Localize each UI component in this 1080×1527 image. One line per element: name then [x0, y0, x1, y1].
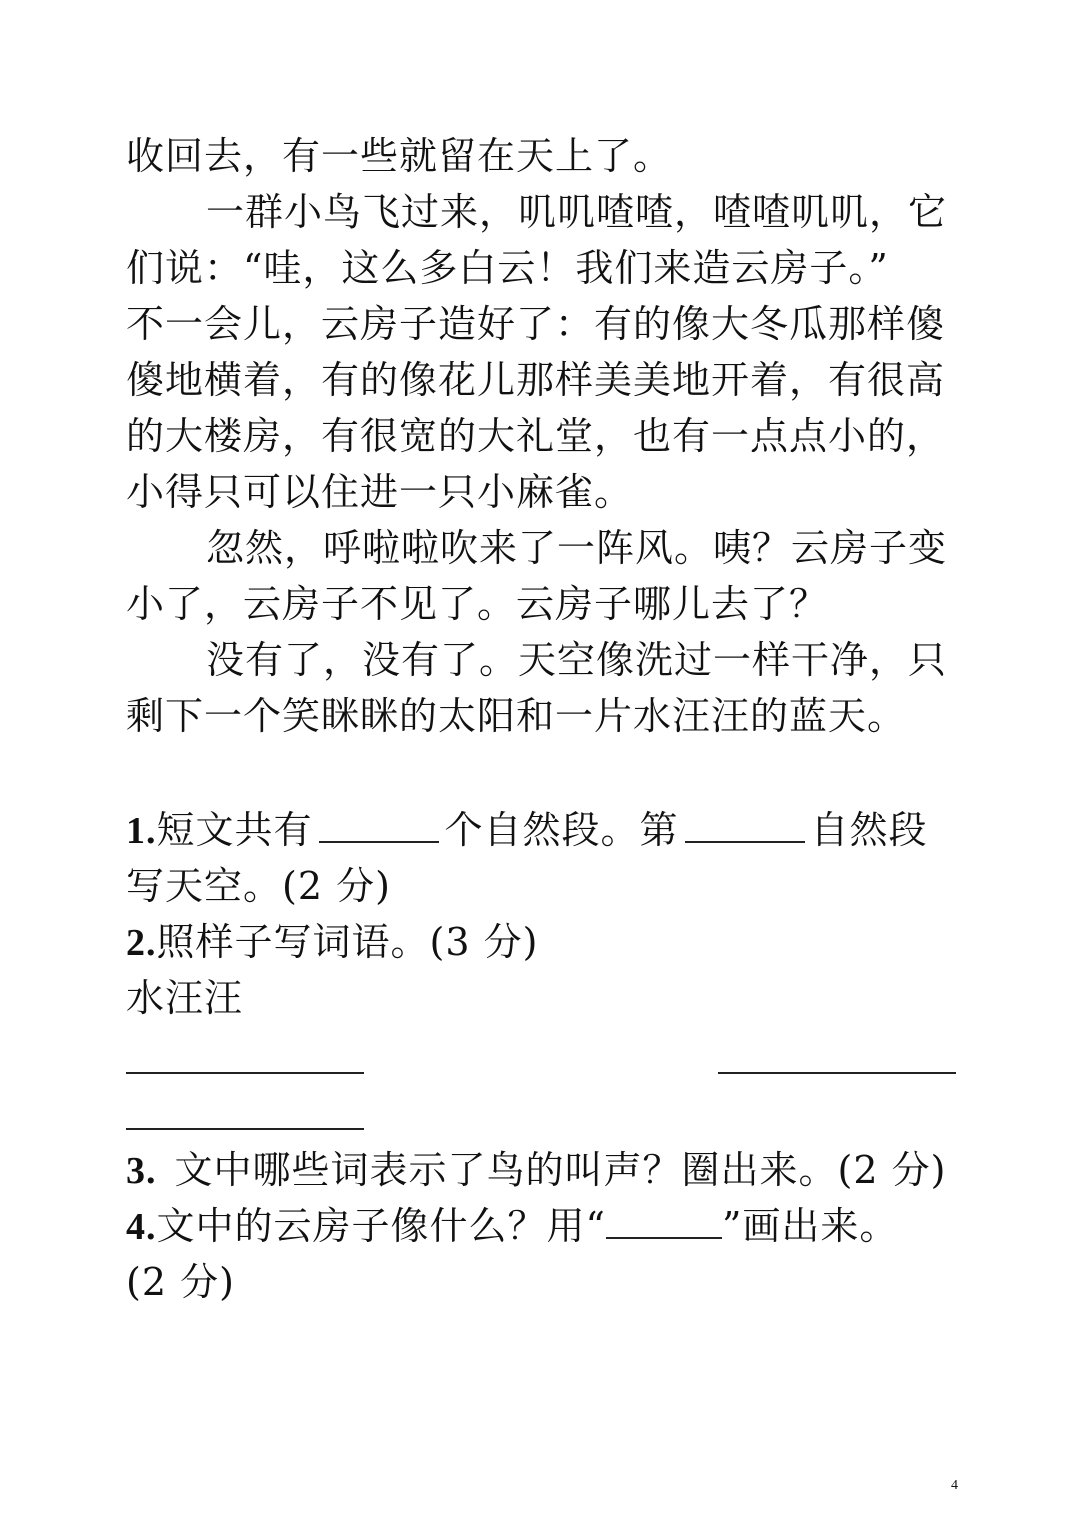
answer-line[interactable] [126, 1128, 364, 1130]
passage-line: 们说：“哇，这么多白云！我们来造云房子。” [126, 246, 889, 290]
question-4 [126, 1198, 898, 1255]
example-word: 水汪汪 [126, 976, 244, 1020]
passage-line: 傻地横着，有的像花儿那样美美地开着，有很高 [126, 358, 946, 402]
question-text: 个自然段。第 [444, 808, 679, 852]
passage-line: 的大楼房，有很宽的大礼堂，也有一点点小的， [126, 414, 946, 458]
question-text: 文中的云房子像什么？用“ [156, 1204, 606, 1248]
page-number: 4 [951, 1478, 958, 1493]
question-number: 2. [126, 922, 157, 964]
question-4-continued: (2 分) [126, 1260, 235, 1304]
question-text: 短文共有 [156, 808, 313, 852]
question-number: 3. [126, 1150, 157, 1192]
passage-line: 小了，云房子不见了。云房子哪儿去了？ [126, 582, 829, 626]
answer-line[interactable] [126, 1072, 364, 1074]
passage-line: 小得只可以住进一只小麻雀。 [126, 470, 634, 514]
question-1-continued: 写天空。(2 分) [126, 864, 391, 908]
passage-line: 不一会儿，云房子造好了：有的像大冬瓜那样傻 [126, 302, 946, 346]
answer-blank[interactable] [685, 809, 805, 843]
passage-line: 剩下一个笑眯眯的太阳和一片水汪汪的蓝天。 [126, 694, 907, 738]
underline-sample [606, 1205, 722, 1239]
question-text: 文中哪些词表示了鸟的叫声？圈出来。(2 分) [174, 1148, 947, 1192]
question-text: 自然段 [810, 808, 928, 852]
question-2 [126, 914, 538, 971]
question-text: 照样子写词语。(3 分) [156, 920, 539, 964]
answer-blank[interactable] [319, 809, 439, 843]
question-number: 1. [126, 810, 157, 852]
passage-line: 没有了，没有了。天空像洗过一样干净，只 [206, 638, 948, 682]
passage-line: 收回去，有一些就留在天上了。 [126, 134, 673, 178]
question-text: ”画出来。 [721, 1204, 899, 1248]
passage-line: 忽然，呼啦啦吹来了一阵风。咦？云房子变 [206, 526, 948, 570]
question-3 [126, 1142, 946, 1199]
passage-line: 一群小鸟飞过来，叽叽喳喳，喳喳叽叽，它 [206, 190, 948, 234]
answer-line[interactable] [718, 1072, 956, 1074]
question-number: 4. [126, 1206, 157, 1248]
question-1 [126, 802, 928, 859]
